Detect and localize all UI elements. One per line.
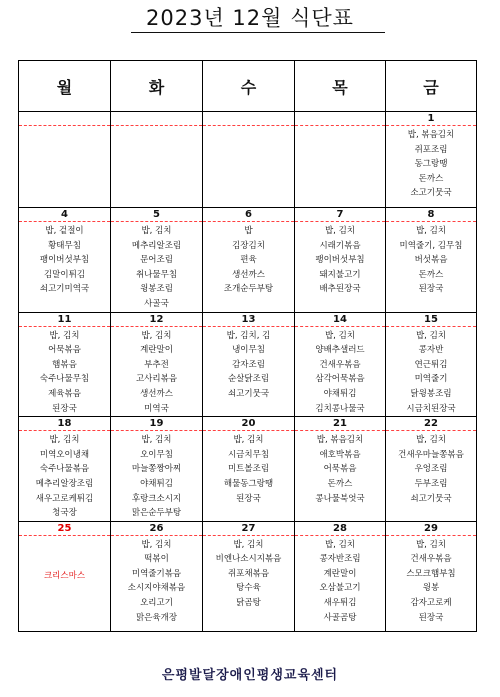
menu-item: 애호박볶음 [319, 449, 361, 460]
menu-item: 어묵볶음 [323, 464, 357, 475]
meal-cell-mon [19, 126, 111, 208]
menu-item: 미역줄기, 김무침 [399, 240, 463, 251]
date-cell-mon: 4 [19, 208, 111, 222]
menu-item: 오이무침 [140, 449, 173, 460]
meal-cell-thu [295, 431, 386, 522]
title-underline [131, 32, 385, 33]
menu-item: 밥, 김치 [233, 539, 264, 550]
meal-cell-wed [203, 326, 295, 417]
menu-item: 쥐포조림 [414, 144, 448, 155]
menu-item: 콩나물북엇국 [315, 493, 365, 504]
date-cell-thu: 21 [295, 417, 386, 431]
menu-item: 쇠고기뭇국 [227, 388, 270, 399]
holiday-label: 크리스마스 [43, 570, 86, 581]
menu-body [19, 112, 477, 632]
date-cell-wed: 20 [203, 417, 295, 431]
meal-cell-wed [203, 535, 295, 631]
menu-item: 맑은육개장 [135, 612, 178, 623]
date-row [19, 312, 477, 326]
menu-item: 새우튀김 [323, 598, 357, 609]
date-cell-mon [19, 112, 111, 126]
date-cell-tue: 12 [111, 312, 203, 326]
menu-item: 미역국 [144, 403, 169, 414]
meal-cell-mon [19, 535, 111, 631]
menu-item: 새우고로케튀김 [35, 493, 94, 504]
menu-item: 밥, 김치 [233, 435, 264, 446]
menu-item: 고사리볶음 [135, 374, 178, 385]
menu-item: 미트볼조림 [227, 464, 270, 475]
menu-item: 시래기볶음 [319, 240, 361, 251]
date-cell-thu: 28 [295, 521, 386, 535]
menu-item: 연근튀김 [414, 359, 448, 370]
date-cell-wed: 27 [203, 521, 295, 535]
menu-item: 밥, 김치 [49, 435, 80, 446]
date-cell-fri: 8 [386, 208, 477, 222]
menu-item: 김말이튀김 [43, 269, 86, 280]
date-cell-tue: 19 [111, 417, 203, 431]
menu-item: 계란말이 [323, 568, 357, 579]
meal-cell-wed [203, 126, 295, 208]
menu-item: 된장국 [236, 493, 261, 504]
meal-cell-fri [386, 222, 477, 313]
date-cell-tue [111, 112, 203, 126]
menu-item: 밥, 볶음김치 [316, 435, 364, 446]
menu-item: 삼각어묵볶음 [315, 374, 365, 385]
menu-item: 후랑크소시지 [131, 493, 182, 504]
menu-item: 밥, 김치 [141, 226, 172, 236]
meal-row [19, 326, 477, 417]
menu-item: 소시지야채볶음 [127, 583, 186, 594]
menu-item: 시금치된장국 [406, 403, 456, 414]
menu-item: 양배추샐러드 [315, 345, 365, 356]
date-row [19, 417, 477, 431]
menu-item: 김장김치 [232, 240, 265, 251]
menu-item: 두부조림 [414, 478, 448, 489]
date-cell-tue: 5 [111, 208, 203, 222]
menu-item: 된장국 [418, 612, 444, 623]
menu-item: 오삼불고기 [319, 583, 361, 594]
menu-item: 청국장 [52, 508, 77, 519]
date-cell-wed [203, 112, 295, 126]
menu-item: 조개순두부탕 [223, 284, 274, 295]
weekday-header-fri: 금 [386, 61, 477, 112]
menu-item: 건새우볶음 [319, 359, 361, 370]
menu-item: 밥, 김치 [415, 435, 447, 446]
date-cell-mon: 11 [19, 312, 111, 326]
menu-item: 감자고로케 [410, 598, 452, 609]
meal-cell-thu [295, 535, 386, 631]
meal-cell-fri [386, 126, 477, 208]
menu-item: 계란말이 [140, 345, 173, 356]
menu-item: 메추리알장조림 [35, 478, 94, 489]
menu-item: 건새우마늘쫑볶음 [398, 449, 464, 460]
menu-item: 오리고기 [140, 598, 173, 609]
menu-item: 맑은순두부탕 [131, 508, 182, 519]
menu-item: 돈까스 [418, 173, 444, 184]
menu-item: 미역줄기 [414, 374, 448, 385]
meal-cell-fri [386, 431, 477, 522]
menu-item: 동그랑땡 [414, 159, 448, 170]
menu-item: 돼지불고기 [319, 269, 361, 280]
menu-item: 문어조림 [140, 255, 173, 266]
date-row [19, 208, 477, 222]
menu-item: 사골국 [144, 298, 169, 309]
meal-cell-tue [111, 535, 203, 631]
meal-cell-tue [111, 222, 203, 313]
menu-item: 야채튀김 [140, 478, 173, 489]
menu-item: 쇠고기뭇국 [410, 493, 452, 504]
meal-cell-tue [111, 326, 203, 417]
menu-item: 버섯볶음 [414, 255, 448, 266]
menu-item: 햄볶음 [52, 359, 77, 370]
meal-cell-thu [295, 326, 386, 417]
meal-cell-mon [19, 222, 111, 313]
date-cell-thu: 14 [295, 312, 386, 326]
menu-item: 닭윙봉조림 [410, 388, 452, 399]
menu-item: 돈까스 [418, 269, 444, 280]
meal-cell-wed [203, 222, 295, 313]
menu-item: 팽이버섯부침 [39, 255, 90, 266]
meal-cell-fri [386, 535, 477, 631]
menu-item: 건새우볶음 [410, 554, 452, 565]
meal-cell-thu [295, 222, 386, 313]
weekday-header-tue: 화 [111, 61, 203, 112]
date-row [19, 521, 477, 535]
menu-item: 탕수육 [236, 583, 261, 594]
meal-row [19, 222, 477, 313]
menu-item: 소고기뭇국 [410, 188, 452, 199]
weekday-header-wed: 수 [203, 61, 295, 112]
menu-item: 황태무침 [48, 240, 81, 251]
menu-table [18, 60, 477, 632]
organization-name: 은평발달장애인평생교육센터 [161, 668, 339, 683]
date-cell-wed: 6 [203, 208, 295, 222]
menu-item: 편육 [240, 255, 257, 266]
menu-item: 밥, 김치 [141, 539, 172, 550]
menu-item: 순살닭조림 [227, 374, 270, 385]
menu-item: 숙주나물볶음 [39, 464, 90, 475]
menu-item: 쥐포채볶음 [227, 568, 270, 579]
menu-item: 배추된장국 [319, 284, 361, 295]
menu-item: 미역줄기볶음 [131, 568, 182, 579]
date-cell-thu [295, 112, 386, 126]
menu-item: 해물동그랑땡 [223, 478, 274, 489]
date-cell-fri: 29 [386, 521, 477, 535]
date-cell-fri: 15 [386, 312, 477, 326]
menu-item: 밥, 김치 [141, 435, 172, 446]
meal-row [19, 431, 477, 522]
meal-cell-wed [203, 431, 295, 522]
menu-item: 제육볶음 [48, 388, 81, 399]
menu-item: 시금치무침 [227, 449, 270, 460]
menu-item: 어묵볶음 [48, 345, 81, 356]
menu-item: 미역오이냉채 [39, 449, 90, 460]
menu-item: 마늘쫑짱아찌 [131, 464, 182, 475]
menu-item: 숙주나물무침 [39, 374, 90, 385]
date-cell-fri: 1 [386, 112, 477, 126]
menu-item: 밥, 김치 [141, 330, 172, 341]
date-cell-fri: 22 [386, 417, 477, 431]
menu-item: 밥, 김치 [415, 226, 447, 236]
date-cell-mon: 18 [19, 417, 111, 431]
menu-item: 김치콩나물국 [315, 403, 365, 414]
meal-cell-tue [111, 126, 203, 208]
weekday-header-thu: 목 [295, 61, 386, 112]
date-cell-thu: 7 [295, 208, 386, 222]
menu-item: 생선까스 [140, 388, 173, 399]
meal-cell-mon [19, 431, 111, 522]
menu-item: 우엉조림 [414, 464, 448, 475]
menu-item: 취나물무침 [135, 269, 178, 280]
menu-item: 밥, 김치 [324, 226, 356, 236]
menu-item: 밥, 김치, 김 [226, 330, 271, 341]
date-row [19, 112, 477, 126]
menu-item: 밥, 김치 [415, 330, 447, 341]
menu-item: 사골곰탕 [323, 612, 357, 623]
weekday-header-mon: 월 [19, 61, 111, 112]
menu-item: 밥, 김치 [324, 330, 356, 341]
date-cell-tue: 26 [111, 521, 203, 535]
menu-item: 밥, 볶음김치 [407, 130, 455, 140]
menu-item: 떡볶이 [144, 554, 169, 565]
menu-item: 밥, 겉절이 [45, 226, 84, 236]
menu-item: 부추전 [144, 359, 169, 370]
menu-item: 메추리알조림 [131, 240, 182, 251]
menu-item: 밥, 김치 [324, 539, 356, 550]
menu-item: 야채튀김 [323, 388, 357, 399]
meal-cell-thu [295, 126, 386, 208]
menu-item: 돈까스 [327, 478, 353, 489]
menu-item: 밥, 김치 [49, 330, 80, 341]
meal-cell-fri [386, 326, 477, 417]
meal-row [19, 126, 477, 208]
menu-item: 팽이버섯부침 [315, 255, 365, 266]
menu-item: 감자조림 [232, 359, 265, 370]
page-title: 2023년 12월 식단표 [146, 6, 354, 30]
menu-item: 밥, 김치 [415, 539, 447, 550]
menu-item: 콩자반조림 [319, 554, 361, 565]
menu-item: 쇠고기미역국 [39, 284, 90, 295]
menu-item: 윙봉조림 [140, 284, 173, 295]
date-cell-wed: 13 [203, 312, 295, 326]
menu-item: 윙봉 [422, 583, 440, 594]
meal-cell-mon [19, 326, 111, 417]
menu-item: 닭곰탕 [236, 598, 261, 609]
menu-item: 비엔나소시지볶음 [215, 554, 282, 565]
meal-row [19, 535, 477, 631]
menu-item: 밥 [244, 226, 253, 236]
menu-item: 된장국 [418, 284, 444, 295]
menu-item: 콩자반 [418, 345, 444, 356]
date-cell-mon: 25 [19, 521, 111, 535]
meal-cell-tue [111, 431, 203, 522]
menu-item: 냉이무침 [232, 345, 265, 356]
weekday-header-row [19, 61, 477, 112]
menu-item: 스모크햄부침 [406, 568, 456, 579]
menu-item: 된장국 [52, 403, 77, 414]
menu-item: 생선까스 [232, 269, 265, 280]
